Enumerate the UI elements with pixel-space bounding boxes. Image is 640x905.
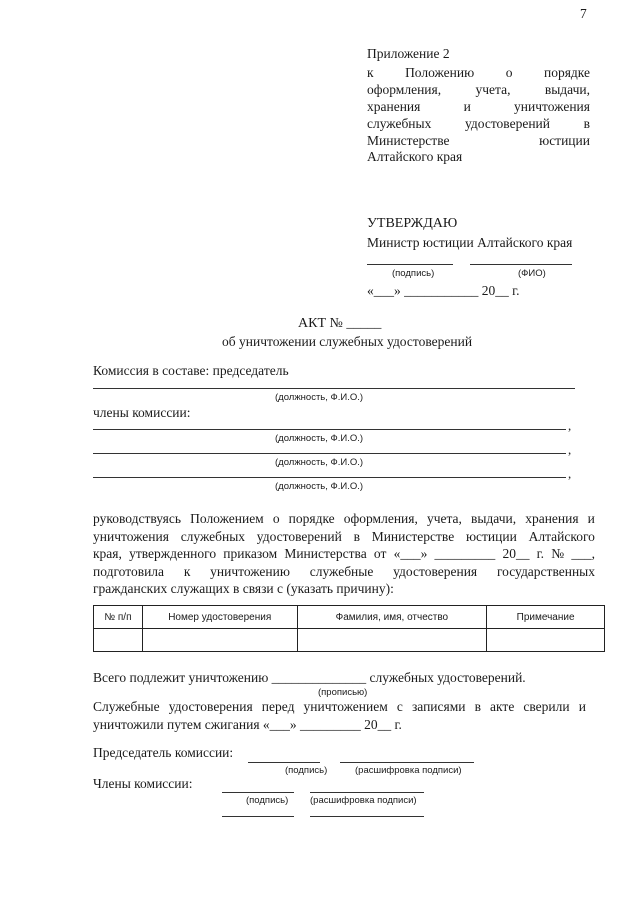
word: от <box>373 546 387 561</box>
chairman-signature-label: Председатель комиссии: <box>93 745 234 760</box>
act-subtitle: об уничтожении служебных удостоверений <box>222 334 473 349</box>
word: к <box>183 563 191 579</box>
text-line <box>93 545 595 563</box>
member-decode-caption: (расшифровка подписи) <box>310 795 417 806</box>
member-comma-2: , <box>568 442 572 457</box>
word: уничтожению <box>210 563 290 579</box>
word: уничтожения <box>93 528 169 544</box>
word: руководствуясь <box>93 511 182 526</box>
approve-signature-caption: (подпись) <box>392 268 435 279</box>
word: утвержденного <box>129 546 217 561</box>
text-line <box>93 580 595 598</box>
word: удостоверений <box>256 528 342 544</box>
word: о <box>505 65 513 80</box>
text-line <box>367 98 590 115</box>
word: _________ <box>434 546 496 561</box>
text-line <box>367 115 590 132</box>
word: с <box>396 699 403 714</box>
page-number: 7 <box>580 6 587 21</box>
col-header-full-name: Фамилия, имя, отчество <box>297 606 487 629</box>
approve-signature-line <box>367 264 453 265</box>
word: оформления, <box>343 511 418 526</box>
word: и <box>463 99 471 114</box>
word: приказом <box>223 546 278 561</box>
member-signature-line-2 <box>222 816 294 817</box>
word: акте <box>490 699 515 714</box>
member-line-2 <box>93 453 566 454</box>
act-title: АКТ № _____ <box>298 316 382 331</box>
total-line <box>93 670 526 686</box>
chairman-decode-line <box>340 762 474 763</box>
word: гражданских служащих в связи с (указать причину): <box>93 581 394 596</box>
member-signature-caption: (подпись) <box>246 795 289 806</box>
word: о <box>272 511 280 526</box>
word: выдачи, <box>544 82 590 97</box>
word: служебных <box>367 116 432 131</box>
word: удостоверения <box>393 563 478 579</box>
member-line-3 <box>93 477 566 478</box>
approve-fio-caption: (ФИО) <box>518 268 546 279</box>
certificates-table <box>93 605 605 652</box>
text-line <box>93 510 595 528</box>
chairman-signature-line <box>248 762 320 763</box>
word: сверили <box>523 699 570 714</box>
text-line <box>93 528 595 546</box>
approve-fio-line <box>470 264 572 265</box>
word: учета, <box>426 511 462 526</box>
word: края, <box>93 546 122 561</box>
word: Министерства <box>284 546 367 561</box>
member-line-1 <box>93 429 566 430</box>
member-signature-line-1 <box>222 792 294 793</box>
word: государственных <box>496 563 595 579</box>
word: подготовила <box>93 563 165 579</box>
word: удостоверения <box>168 699 253 714</box>
word: записями <box>411 699 466 714</box>
word: порядке <box>288 511 335 526</box>
word: «___» <box>393 546 428 561</box>
text-line <box>367 81 590 98</box>
member-caption-1: (должность, Ф.И.О.) <box>275 433 364 444</box>
table-cell <box>94 629 143 652</box>
word: служебных <box>180 528 246 544</box>
total-text-before: Всего подлежит уничтожению <box>93 670 269 685</box>
word: и <box>578 699 586 714</box>
col-header-certificate-number: Номер удостоверения <box>142 606 297 629</box>
word: Положению <box>405 65 475 80</box>
word: юстиции <box>465 528 517 544</box>
word: уничтожением <box>303 699 388 714</box>
approve-position: Министр юстиции Алтайского края <box>367 235 573 250</box>
word: № <box>551 546 565 561</box>
table-cell <box>487 629 605 652</box>
word: хранения <box>525 511 579 526</box>
word: хранения <box>367 99 421 114</box>
word: Алтайского <box>528 528 595 544</box>
word: Служебные <box>93 699 160 714</box>
member-decode-line-1 <box>310 792 424 793</box>
word: 20__ <box>502 546 530 561</box>
approve-title: УТВЕРЖДАЮ <box>367 216 458 231</box>
word: порядке <box>543 65 590 80</box>
member-caption-2: (должность, Ф.И.О.) <box>275 457 364 468</box>
chairman-caption: (должность, Ф.И.О.) <box>275 392 364 403</box>
table-cell <box>142 629 297 652</box>
word: ___, <box>571 546 595 561</box>
word: выдачи, <box>470 511 517 526</box>
chairman-decode-caption: (расшифровка подписи) <box>355 765 462 776</box>
appendix-last-line: Алтайского края <box>367 149 463 164</box>
text-line <box>367 64 590 81</box>
word: и <box>587 511 595 526</box>
text-line <box>367 132 590 149</box>
table-row <box>94 629 605 652</box>
word: оформления, <box>367 82 442 97</box>
col-header-number: № п/п <box>94 606 143 629</box>
col-header-note: Примечание <box>487 606 605 629</box>
appendix-title: Приложение 2 <box>367 46 450 61</box>
member-comma-3: , <box>568 466 572 481</box>
word: в <box>583 116 590 131</box>
body-paragraph <box>93 510 595 598</box>
total-blank: ______________ <box>271 670 367 685</box>
word: в <box>474 699 481 714</box>
text-line <box>93 563 595 581</box>
word: в <box>353 528 360 544</box>
word: г. <box>536 546 545 561</box>
members-label: члены комиссии: <box>93 405 191 420</box>
text-line <box>93 698 586 716</box>
total-text-after: служебных удостоверений. <box>369 670 526 685</box>
word: удостоверений <box>464 116 550 131</box>
word: Министерстве <box>371 528 455 544</box>
total-caption: (прописью) <box>318 687 368 698</box>
word: служебные <box>309 563 374 579</box>
destroy-paragraph <box>93 698 586 733</box>
members-signature-label: Члены комиссии: <box>93 776 193 791</box>
word: уничтожили путем сжигания «___» _________ 20__ г. <box>93 716 402 732</box>
text-line <box>93 716 586 734</box>
approve-date-line: «___» ___________ 20__ г. <box>367 283 520 298</box>
word: Министерстве <box>367 133 450 148</box>
table-cell <box>297 629 487 652</box>
word: уничтожения <box>514 99 590 114</box>
chairman-signature-caption: (подпись) <box>285 765 328 776</box>
word: юстиции <box>539 133 590 148</box>
member-decode-line-2 <box>310 816 424 817</box>
member-comma-1: , <box>568 418 572 433</box>
word: к <box>367 65 374 80</box>
chairman-line <box>93 388 575 389</box>
commission-intro: Комиссия в составе: председатель <box>93 363 289 378</box>
word: Положением <box>190 511 264 526</box>
appendix-lines <box>367 64 590 149</box>
word: перед <box>261 699 295 714</box>
word: учета, <box>475 82 511 97</box>
member-caption-3: (должность, Ф.И.О.) <box>275 481 364 492</box>
